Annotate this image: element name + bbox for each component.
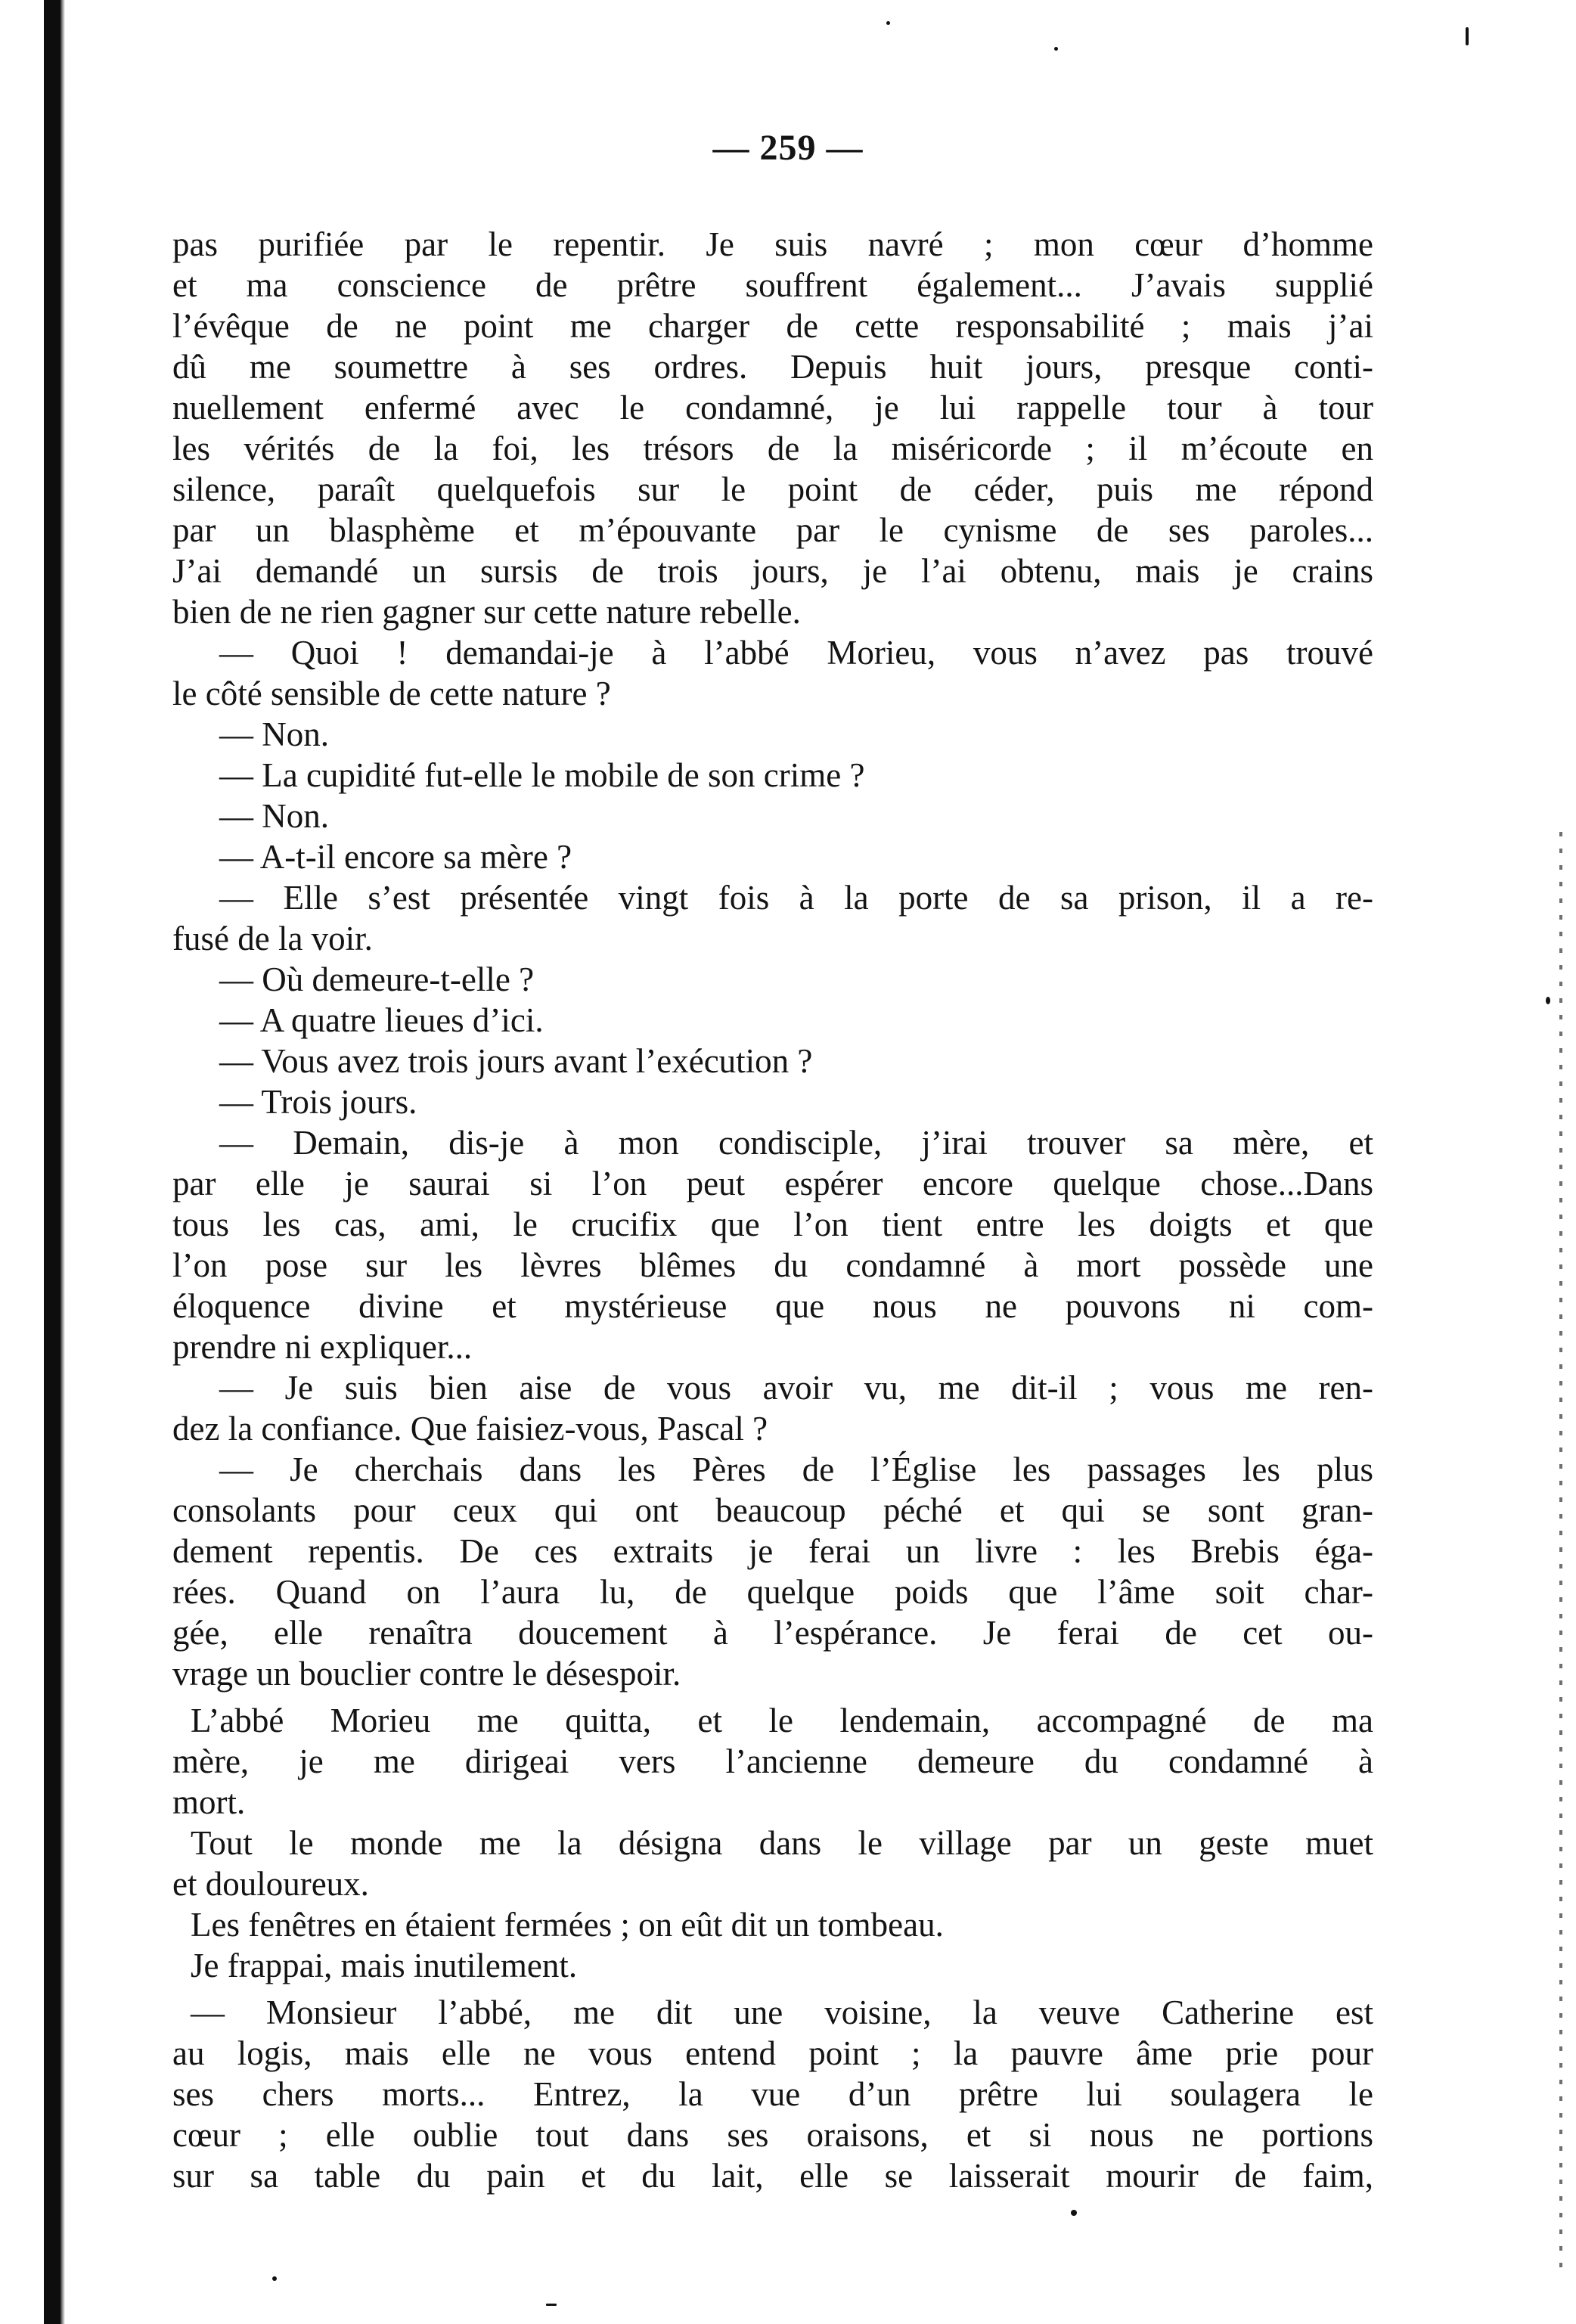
text-line: dez la confiance. Que faisiez-vous, Pascal ? (172, 1410, 768, 1447)
text-line: dement repentis. De ces extraits je ferai un livre : les Brebis éga- (172, 1532, 1373, 1570)
text-line: tous les cas, ami, le crucifix que l’on tient entre les doigts et que (172, 1205, 1373, 1243)
text-line: éloquence divine et mystérieuse que nous ne pouvons ni com- (172, 1287, 1373, 1325)
text-line: — La cupidité fut-elle le mobile de son crime ? (219, 756, 865, 794)
scan-speck (546, 2304, 557, 2306)
scan-speck (1546, 997, 1550, 1004)
text-line: fusé de la voir. (172, 920, 373, 957)
text-line: vrage un bouclier contre le désespoir. (172, 1655, 681, 1693)
text-line: rées. Quand on l’aura lu, de quelque poids que l’âme soit char- (172, 1573, 1373, 1611)
right-edge-scan-noise (1559, 832, 1562, 2269)
text-line: sur sa table du pain et du lait, elle se laisserait mourir de faim, (172, 2157, 1373, 2195)
text-line: bien de ne rien gagner sur cette nature rebelle. (172, 593, 801, 631)
scan-speck (1054, 47, 1058, 51)
text-line: — Trois jours. (219, 1083, 417, 1121)
text-line: — Demain, dis-je à mon condisciple, j’irai trouver sa mère, et (219, 1124, 1373, 1162)
text-line: — Non. (219, 715, 329, 753)
text-line: — Où demeure-t-elle ? (219, 960, 535, 998)
text-line: silence, paraît quelquefois sur le point de céder, puis me répond (172, 470, 1373, 508)
text-line: — A quatre lieues d’ici. (219, 1001, 544, 1039)
text-line: L’abbé Morieu me quitta, et le lendemain, accompagné de ma (191, 1702, 1373, 1739)
page-number: — 259 — (712, 128, 864, 168)
scan-speck (886, 21, 890, 25)
text-line: par elle je saurai si l’on peut espérer encore quelque chose...Dans (172, 1165, 1373, 1202)
text-line: prendre ni expliquer... (172, 1328, 473, 1366)
body-text (172, 224, 1373, 2196)
spine-edge-shading (60, 0, 65, 2324)
text-line: mort. (172, 1783, 246, 1821)
text-line: ses chers morts... Entrez, la vue d’un prêtre lui soulagera le (172, 2075, 1373, 2113)
text-line: — Monsieur l’abbé, me dit une voisine, la veuve Catherine est (191, 1994, 1373, 2031)
text-line: dû me soumettre à ses ordres. Depuis huit jours, presque conti- (172, 348, 1373, 386)
text-line: — Vous avez trois jours avant l’exécution ? (219, 1042, 813, 1080)
scan-speck (1466, 27, 1469, 45)
text-line: et douloureux. (172, 1865, 369, 1903)
text-line: l’on pose sur les lèvres blêmes du condamné à mort possède une (172, 1246, 1373, 1284)
scan-speck (272, 2276, 277, 2281)
text-line: Tout le monde me la désigna dans le village par un geste muet (191, 1824, 1373, 1862)
text-line: pas purifiée par le repentir. Je suis navré ; mon cœur d’homme (172, 225, 1373, 263)
text-line: cœur ; elle oublie tout dans ses oraisons, et si nous ne portions (172, 2116, 1373, 2154)
text-line: — Je suis bien aise de vous avoir vu, me dit-il ; vous me ren- (219, 1369, 1373, 1407)
text-line: gée, elle renaîtra doucement à l’espérance. Je ferai de cet ou- (172, 1614, 1373, 1652)
text-line: Je frappai, mais inutilement. (191, 1947, 578, 1984)
text-line: par un blasphème et m’épouvante par le cynisme de ses paroles... (172, 511, 1373, 549)
text-line: — Quoi ! demandai-je à l’abbé Morieu, vous n’avez pas trouvé (219, 634, 1373, 672)
text-line: au logis, mais elle ne vous entend point ; la pauvre âme prie pour (172, 2034, 1373, 2072)
text-line: — Je cherchais dans les Pères de l’Église les passages les plus (219, 1451, 1373, 1488)
text-line: — A-t-il encore sa mère ? (219, 838, 572, 876)
scan-speck (1071, 2210, 1077, 2216)
text-line: les vérités de la foi, les trésors de la miséricorde ; il m’écoute en (172, 430, 1373, 467)
text-line: nuellement enfermé avec le condamné, je lui rappelle tour à tour (172, 389, 1373, 427)
text-line: l’évêque de ne point me charger de cette responsabilité ; mais j’ai (172, 307, 1373, 345)
text-line: — Elle s’est présentée vingt fois à la porte de sa prison, il a re- (219, 879, 1373, 917)
text-line: le côté sensible de cette nature ? (172, 675, 611, 712)
text-line: consolants pour ceux qui ont beaucoup péché et qui se sont gran- (172, 1491, 1373, 1529)
text-line: mère, je me dirigeai vers l’ancienne demeure du condamné à (172, 1742, 1373, 1780)
book-spine-shadow (44, 0, 60, 2324)
text-line: — Non. (219, 797, 329, 835)
text-line: Les fenêtres en étaient fermées ; on eût dit un tombeau. (191, 1906, 944, 1944)
text-line: J’ai demandé un sursis de trois jours, je l’ai obtenu, mais je crains (172, 552, 1373, 590)
text-line: et ma conscience de prêtre souffrent également... J’avais supplié (172, 266, 1373, 304)
